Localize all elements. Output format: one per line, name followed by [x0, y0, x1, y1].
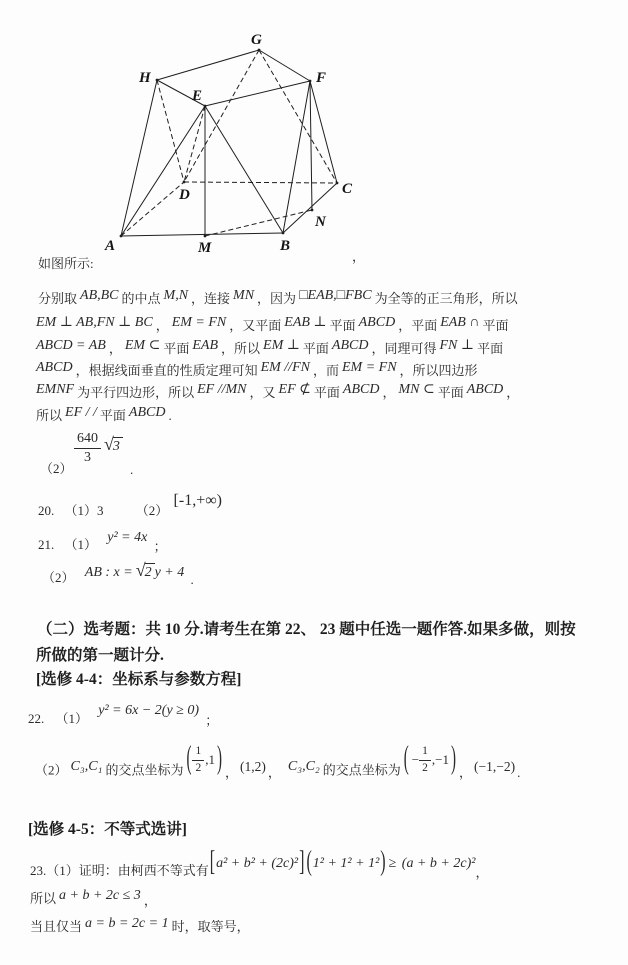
text-run: ，又: [249, 385, 276, 400]
math-run: M,N: [163, 288, 189, 303]
vertex-label-D: D: [179, 187, 190, 203]
text-run: 平面: [329, 318, 356, 333]
text-run: ，: [506, 385, 520, 400]
comma: ，: [475, 865, 489, 880]
comma: ，: [267, 764, 281, 780]
edge-EB: [205, 106, 283, 233]
edge-ED-dashed: [184, 106, 205, 182]
part-1: （1）3: [64, 503, 104, 518]
math-run: FN ⊥: [439, 338, 475, 353]
vertex-label-N: N: [315, 214, 326, 230]
math-run: EM //FN: [260, 360, 310, 375]
text-run: 为全等的正三角形，所以: [374, 291, 518, 306]
coordinate-point-4: (−1,−2): [474, 758, 516, 774]
edge-FC: [310, 81, 337, 183]
math-run: ABCD: [128, 405, 166, 420]
geometry-figure: [95, 16, 365, 266]
formula-part-1: a² + b² + (2c)²: [216, 856, 299, 871]
vertex-label-A: A: [105, 238, 116, 254]
edge-MN-dashed: [205, 210, 312, 236]
vertex-dot: [120, 235, 123, 238]
equation-right: y + 4: [154, 565, 185, 580]
math-run: ABCD = AB: [36, 338, 106, 353]
text-run: 的中点: [121, 291, 161, 306]
minus-sign: −: [411, 752, 420, 767]
edge-GD-dashed: [184, 50, 259, 182]
comma: ，: [143, 893, 157, 908]
vertex-dot: [311, 209, 314, 212]
math-run: ABCD: [36, 360, 73, 375]
vertex-label-B: B: [280, 238, 291, 254]
vertex-label-G: G: [251, 32, 262, 48]
math-run: EM = FN: [171, 315, 227, 330]
text-run: ，: [155, 318, 169, 333]
text-run: ，同理可得: [371, 341, 437, 356]
math-run: ABCD: [358, 315, 396, 330]
proof-line-5: [36, 382, 519, 402]
vertex-label-M: M: [198, 240, 212, 256]
coordinate-point-1: ( $\frac{1}{2}$ ,1 ): [186, 741, 222, 777]
text-run: ，: [382, 385, 396, 400]
math-run: ABCD: [342, 382, 380, 397]
text-run: ，又平面: [229, 318, 282, 333]
interval: [-1,+∞): [173, 492, 222, 509]
equation: y² = 6x − 2(y ≥ 0): [98, 703, 200, 718]
answer-22-2: [35, 741, 521, 785]
text-run: ，因为: [257, 291, 297, 306]
edge-DC-dashed: [184, 182, 337, 183]
equation-left: AB : x =: [84, 565, 133, 580]
curves-C3C2: C₃,C₂: [287, 758, 320, 774]
math-run: EM ⊂: [124, 338, 161, 353]
math-run: ABCD: [331, 338, 369, 353]
big-left-paren: (: [306, 846, 312, 878]
edge-FN: [310, 81, 312, 210]
answer-20: [38, 492, 224, 520]
math-run: MN: [233, 288, 255, 303]
coordinate-point-2: (1,2): [239, 758, 266, 774]
answer-21-2: [42, 560, 194, 587]
math-run: EAB ∩: [440, 315, 480, 330]
text-run: 平面: [163, 341, 190, 356]
vertex-label-H: H: [139, 70, 151, 86]
math-run: EM ⊥ AB,FN ⊥ BC: [36, 315, 153, 330]
proof-line-4: [36, 360, 478, 380]
vertex-label-C: C: [342, 181, 353, 197]
edge-GF: [259, 50, 310, 81]
item-number: 20.: [38, 503, 55, 518]
text-run: ，所以四边形: [399, 363, 478, 378]
comma: ，: [224, 764, 238, 780]
part-1-label: （1）: [55, 711, 89, 726]
text-run: 时，取等号，: [171, 919, 250, 934]
math-run: EF / /: [65, 405, 97, 420]
fraction: [74, 432, 101, 465]
vertex-dot: [336, 182, 339, 185]
text-run: ，而: [312, 363, 339, 378]
big-right-bracket: ]: [299, 846, 305, 878]
text-run: 平面: [437, 385, 464, 400]
coordinate-point-3: ( − $\frac{1}{2}$ ,−1 ): [403, 741, 456, 777]
text-run: ，平面: [398, 318, 438, 333]
math-run: EAB ⊥: [284, 315, 327, 330]
math-run: EF //MN: [197, 382, 247, 397]
math-run: EAB: [192, 338, 218, 353]
text-run: 为平行四边形，所以: [77, 385, 195, 400]
elective-4-4-header: [选修 4-4：坐标系与参数方程]: [36, 671, 242, 688]
answer-23-3: [30, 916, 250, 936]
vertex-dot: [204, 235, 207, 238]
edge-EA: [121, 106, 205, 236]
fraction-numerator: 640: [74, 432, 101, 449]
text-run: 平面: [313, 385, 340, 400]
period: .: [190, 572, 194, 587]
vertex-dot: [204, 105, 207, 108]
text-run: 平面: [477, 341, 504, 356]
period: .: [517, 764, 521, 780]
math-run: AB,BC: [80, 288, 119, 303]
proof-line-6: [36, 405, 172, 425]
proof-line-3: [36, 338, 503, 358]
edge-BC: [283, 183, 337, 233]
edge-HD-dashed: [157, 80, 184, 182]
lead-text: 23.（1）证明：由柯西不等式有: [30, 863, 209, 878]
text-run: 平面: [482, 318, 509, 333]
comma: ，: [458, 764, 472, 780]
edge-EF: [205, 81, 310, 106]
text-run: ，根据线面垂直的性质定理可知: [75, 363, 258, 378]
text-run: 平面: [302, 341, 329, 356]
answer-22-1: [28, 703, 219, 728]
text-run: 的交点坐标为: [322, 762, 401, 778]
math-run: EF ⊄: [278, 382, 311, 397]
part-2-label: （2）: [135, 503, 169, 518]
vertex-dot: [309, 80, 312, 83]
big-right-paren: ): [380, 846, 386, 878]
text-run: 平面: [99, 408, 126, 423]
stray-comma: ，: [352, 249, 366, 264]
vertex-dot: [156, 79, 159, 82]
edge-AD-dashed: [121, 182, 184, 236]
formula-part-2: 1² + 1² + 1²: [312, 856, 380, 871]
math-run: EM = FN: [341, 360, 397, 375]
vertex-dot: [258, 49, 261, 52]
vertex-dot: [183, 181, 186, 184]
geq-sign: ≥: [388, 856, 400, 871]
period: .: [130, 462, 134, 477]
part-2-label: （2）: [42, 570, 75, 585]
part-1-label: （1）: [64, 537, 98, 552]
curves-C3C1: C₃,C₁: [70, 758, 103, 774]
text-run: 所以: [30, 891, 57, 906]
math-run: EMNF: [36, 382, 75, 397]
figure-caption: [38, 253, 94, 272]
math-run: MN ⊂: [398, 382, 435, 397]
equation: y² = 4x: [107, 530, 148, 545]
section-header-line-1: （二）选考题：共 10 分.请考生在第 22、 23 题中任选一题作答.如果多做，则按: [37, 621, 576, 638]
vertex-label-F: F: [316, 70, 327, 86]
vertex-label-E: E: [192, 88, 203, 104]
equality-condition: a = b = 2c = 1: [85, 916, 169, 931]
text-run: ，所以: [221, 341, 261, 356]
fraction-denominator: 3: [84, 450, 91, 465]
big-left-bracket: [: [209, 846, 216, 878]
edge-FB: [283, 81, 310, 233]
answer-23-1: [30, 846, 489, 880]
math-run: EM ⊥: [263, 338, 300, 353]
answer-21-1: [38, 530, 167, 554]
edge-HA: [121, 80, 157, 236]
text-run: 分别取: [38, 291, 78, 306]
semicolon: ；: [153, 539, 167, 554]
section-header-line-2: 所做的第一题计分.: [36, 647, 164, 664]
answer-23-2: [30, 888, 157, 908]
edge-HG: [157, 50, 259, 80]
math-run: ABCD: [466, 382, 504, 397]
sqrt-3: √ 3: [104, 437, 123, 454]
math-run: □EAB,□FBC: [299, 288, 372, 303]
text-run: .: [168, 408, 172, 423]
part-2-label: （2）: [35, 762, 68, 778]
text-run: 当且仅当: [30, 919, 83, 934]
elective-4-5-header: [选修 4-5：不等式选讲]: [28, 821, 187, 838]
text-run: 的交点坐标为: [105, 762, 184, 778]
formula-part-3: (a + b + 2c)²: [401, 856, 476, 871]
item-number: 22.: [28, 711, 45, 726]
sqrt-2: √ 2: [136, 563, 155, 580]
text-run: 所以: [36, 408, 63, 423]
text-run: ，连接: [191, 291, 231, 306]
semicolon: ；: [205, 713, 219, 728]
proof-line-2: [36, 315, 508, 335]
caption-text: 如图所示:: [38, 256, 94, 271]
item-label: （2）: [40, 461, 73, 476]
text-run: ，: [108, 341, 122, 356]
proof-line-1: [38, 288, 518, 308]
item-number: 21.: [38, 537, 55, 552]
vertex-dot: [282, 232, 285, 235]
inequality: a + b + 2c ≤ 3: [59, 888, 141, 903]
edge-AB: [121, 233, 283, 236]
